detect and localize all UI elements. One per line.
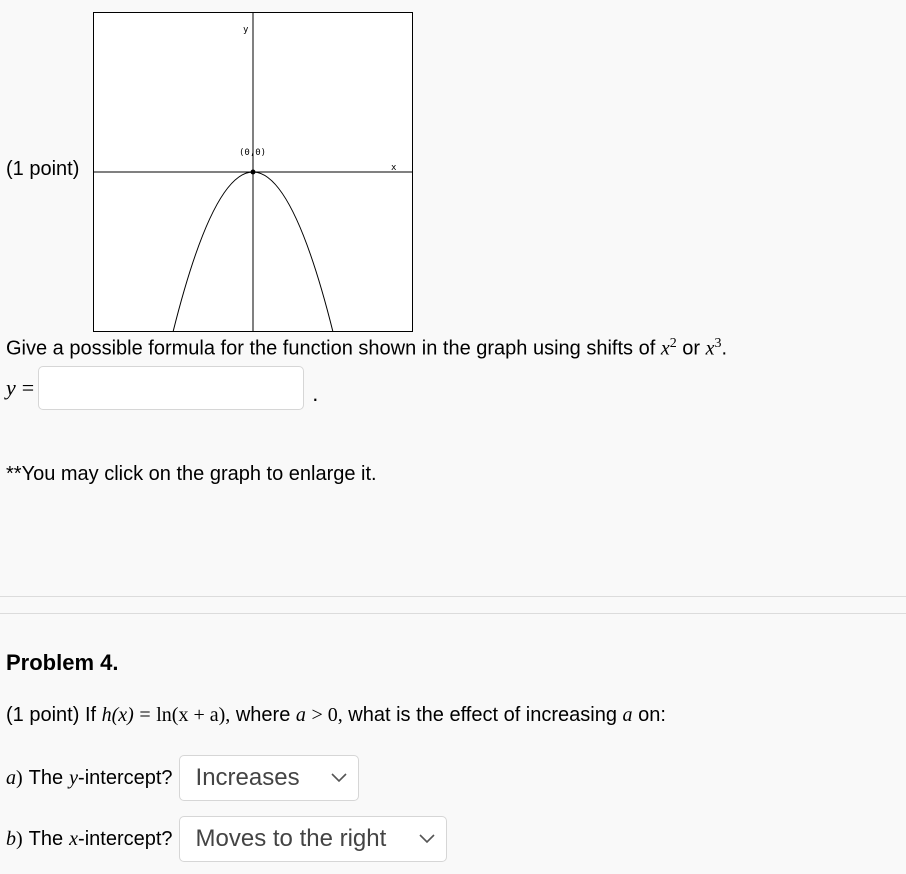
stmt-equals: = — [139, 704, 151, 726]
vertex-label: (0,0) — [239, 148, 267, 158]
part-b-row — [6, 815, 447, 863]
answer-row — [6, 364, 318, 412]
part-b-var: x — [69, 827, 79, 850]
vertex-point — [251, 170, 256, 175]
y-intercept-selected: Increases — [195, 764, 300, 791]
answer-equals: = — [21, 375, 35, 400]
answer-input[interactable] — [38, 366, 304, 410]
chevron-down-icon — [330, 772, 348, 784]
part-a-letter: a — [6, 766, 16, 789]
point-label: (1 point) — [6, 158, 80, 180]
part-a-the: The — [28, 766, 64, 789]
question-text — [6, 336, 727, 361]
ln-expression: ln(x + a), — [156, 704, 231, 726]
x-intercept-select[interactable] — [179, 816, 447, 862]
stmt-question: what is the effect of increasing — [348, 704, 617, 726]
x-axis-label: x — [391, 163, 397, 173]
y-axis-label: y — [243, 25, 249, 35]
problem-title: Problem 4. — [6, 650, 119, 675]
condition-rest: > 0, — [311, 704, 343, 726]
y-intercept-select[interactable] — [179, 755, 359, 801]
variable-a: a — [622, 704, 633, 726]
h-function: h(x) — [101, 704, 134, 726]
part-a-row — [6, 755, 359, 801]
part-b-paren: ) — [16, 827, 23, 850]
problem-separator — [0, 596, 906, 614]
stmt-where: where — [235, 704, 291, 726]
problem-statement — [6, 704, 666, 727]
graph-svg — [93, 12, 413, 332]
chevron-down-icon — [418, 833, 436, 845]
part-b-the: The — [28, 827, 64, 850]
enlarge-note: **You may click on the graph to enlarge it. — [6, 463, 377, 485]
question-prefix: Give a possible formula for the function shown in the graph using shifts of — [6, 337, 656, 360]
power-exp-2: 3 — [714, 336, 722, 351]
question-end: . — [721, 337, 728, 360]
point-label: (1 point) — [6, 704, 80, 726]
answer-variable: y — [6, 375, 16, 400]
question-connector: or — [682, 337, 701, 360]
function-graph[interactable] — [93, 12, 413, 332]
answer-period: . — [312, 381, 319, 406]
part-a-var: y — [69, 766, 79, 789]
power-base-1: x — [660, 337, 670, 360]
part-a-rest: -intercept? — [78, 766, 173, 789]
condition-variable: a — [295, 704, 306, 726]
part-b-letter: b — [6, 827, 16, 850]
part-b-rest: -intercept? — [78, 827, 173, 850]
power-exp-1: 2 — [669, 336, 677, 351]
stmt-on: on: — [638, 704, 666, 726]
x-intercept-selected: Moves to the right — [195, 825, 387, 852]
power-base-2: x — [705, 337, 715, 360]
stmt-if: If — [84, 704, 97, 726]
part-a-paren: ) — [16, 766, 23, 789]
